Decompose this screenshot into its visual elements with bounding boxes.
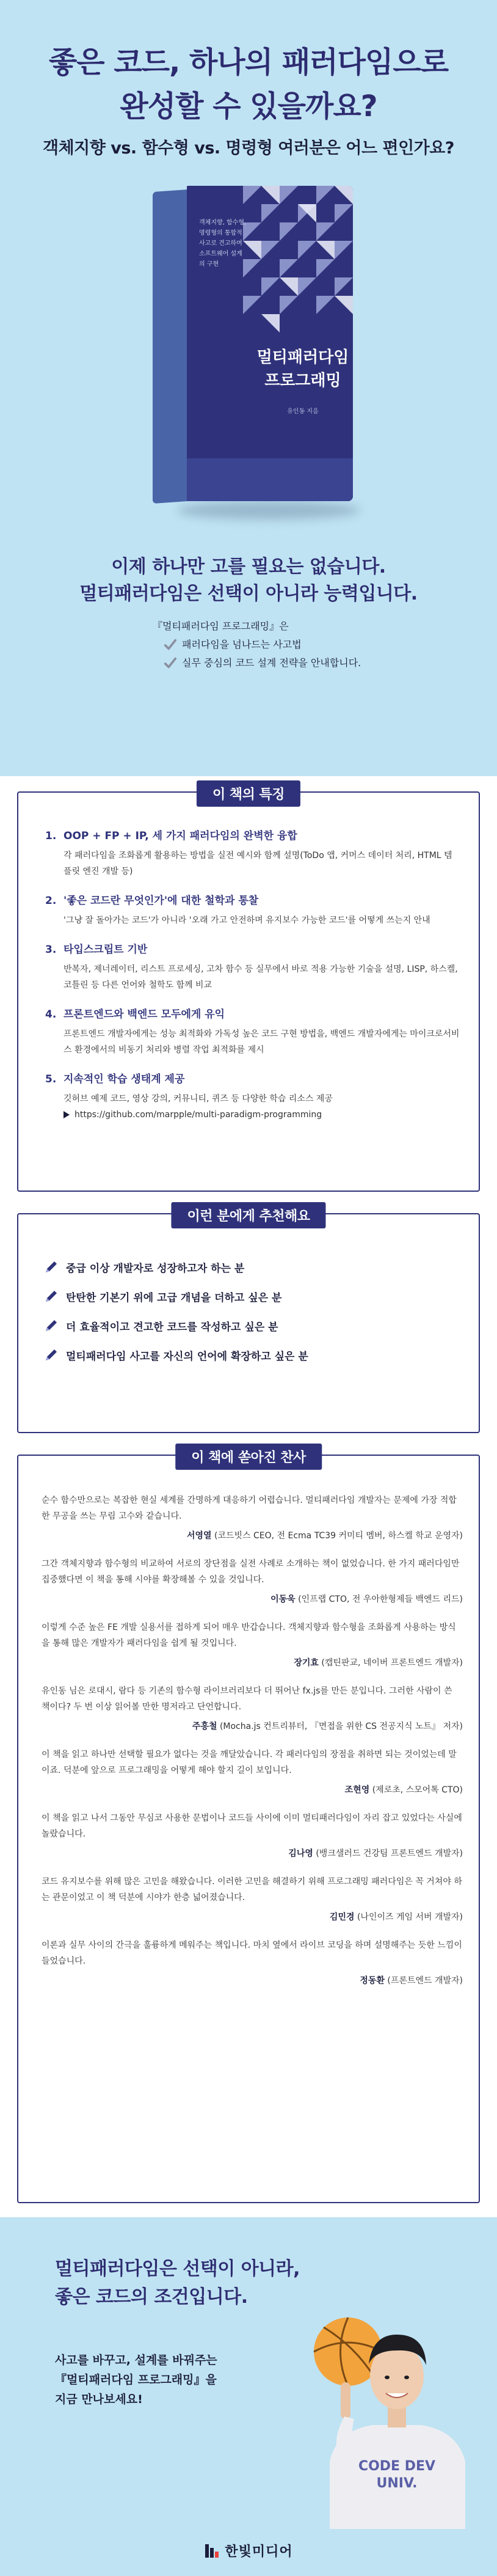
praise-author-name: 김민경 [329, 1912, 355, 1922]
footer-headline [55, 2255, 336, 2311]
book-bottom-band [187, 458, 353, 501]
hero-headline-line-1: 좋은 코드, 하나의 패러다임으로 [48, 45, 449, 79]
recommend-item [44, 1282, 447, 1311]
praise-author [42, 1528, 463, 1544]
praise-item [42, 1874, 463, 1925]
check-icon [164, 656, 177, 670]
feature-body: 각 패러다임을 조화롭게 활용하는 방법을 실전 예시와 함께 설명(ToDo 앱, 커머스 데이터 처리, HTML 템플릿 엔진 개발 등) [63, 851, 452, 876]
recommend-label: 이런 분에게 추천해요 [171, 1202, 325, 1228]
praise-author-role: (캡틴판교, 네이버 프론트엔드 개발자) [321, 1658, 463, 1668]
book-front-cover [187, 186, 353, 501]
recommend-text: 더 효율적이고 견고한 코드를 작성하고 싶은 분 [66, 1321, 278, 1334]
praise-author-name: 주홍철 [192, 1722, 217, 1731]
pencil-icon [44, 1289, 59, 1304]
recommend-list [44, 1252, 447, 1370]
hero-check-text: 패러다임을 넘나드는 사고법 [182, 639, 302, 650]
praise-item [42, 1810, 463, 1862]
feature-body: 반복자, 제너레이터, 리스트 프로세싱, 고차 함수 등 실무에서 바로 적용 가능한 기술을 설명, LISP, 하스켈, 코틀린 등 다른 언어와 철학도 함께 비교 [63, 964, 458, 990]
hero-check-item [164, 654, 397, 672]
feature-item [45, 1007, 460, 1058]
footer-cta [55, 2350, 287, 2409]
features-section [17, 787, 480, 1192]
feature-title: OOP + FP + IP, 세 가지 패러다임의 완벽한 융합 [63, 830, 297, 842]
github-link-row [63, 1107, 460, 1123]
praise-item [42, 1683, 463, 1734]
praise-item [42, 1492, 463, 1544]
praise-author [42, 1719, 463, 1734]
praise-text: 그간 객체지향과 함수형의 비교하여 서로의 장단점을 실전 사례로 소개하는 책이 없었습니다. 한 가지 패러다임만 집중했다면 이 책을 통해 시야를 확장해볼 수 있을 것입니다. [42, 1559, 460, 1585]
hanbit-logo-icon [204, 2543, 220, 2559]
book-cover [153, 183, 354, 519]
recommend-text: 멀티패러다임 사고를 자신의 언어에 확장하고 싶은 분 [66, 1350, 308, 1363]
praise-text: 유인동 님은 로대시, 람다 등 기존의 함수형 라이브러리보다 더 뛰어난 fx.js를 만든 분입니다. 그러한 사람이 쓴 책이다? 두 번 이상 읽어볼 만한 명저라고 단언합니다. [42, 1686, 452, 1712]
hero-intro-text: 『멀티패러다임 프로그래밍』은 [153, 620, 289, 632]
book-title [254, 346, 352, 392]
hero-intro [153, 617, 397, 672]
hero-headline-line-2: 완성할 수 있을까요? [120, 89, 377, 123]
praise-author-name: 정동환 [360, 1976, 385, 1986]
book-tagline: 객체지향, 함수형, 명령형의 통합적 사고로 견고하며 소프트웨어 설계의 구현 [199, 219, 247, 268]
footer-cta-line: 『멀티패러다임 프로그래밍』을 [55, 2373, 217, 2387]
praise-text: 순수 함수만으로는 복잡한 현실 세계를 간명하게 대응하기 어렵습니다. 멀티패러다임 개발자는 문제에 가장 적합한 무공을 쓰는 무림 고수와 같습니다. [42, 1495, 457, 1521]
hero-claim-line-2: 멀티패러다임은 선택이 아니라 능력입니다. [79, 583, 418, 604]
pencil-icon [44, 1318, 59, 1333]
praise-author [42, 1909, 463, 1925]
praise-item [42, 1747, 463, 1798]
book-spine [153, 189, 188, 504]
praise-author [42, 1846, 463, 1862]
book-pattern-icon [243, 186, 353, 332]
feature-number: 2. [45, 895, 57, 907]
praise-text: 이론과 실무 사이의 간극을 훌륭하게 메워주는 책입니다. 마치 옆에서 라이브 코딩을 하며 설명해주는 듯한 느낌이 들었습니다. [42, 1940, 462, 1966]
feature-title: 지속적인 학습 생태계 제공 [63, 1073, 185, 1085]
feature-body: '그냥 잘 돌아가는 코드'가 아니라 '오래 가고 안전하며 유지보수 가능한 코드'를 어떻게 쓰는지 안내 [63, 916, 430, 925]
praise-author-role: (나인이즈 게임 서버 개발자) [357, 1912, 463, 1922]
recommend-text: 탄탄한 기본기 위에 고급 개념을 더하고 싶은 분 [66, 1291, 282, 1304]
recommend-section [17, 1209, 480, 1433]
praise-author-name: 이동욱 [270, 1594, 296, 1604]
footer-headline-line-1: 멀티패러다임은 선택이 아니라, [55, 2258, 300, 2280]
praise-item [42, 1937, 463, 1989]
pencil-icon [44, 1348, 59, 1362]
hero-claim [0, 554, 497, 607]
feature-number: 4. [45, 1008, 57, 1021]
publisher-logo [0, 2541, 497, 2560]
praise-author [42, 1655, 463, 1671]
hero-section [0, 0, 497, 776]
praise-author-role: (뱅크샐러드 건강팀 프론트엔드 개발자) [316, 1849, 463, 1859]
praise-item [42, 1620, 463, 1671]
recommend-item [44, 1252, 447, 1282]
praise-author-role: (코드빗스 CEO, 전 Ecma TC39 커미티 멤버, 하스켈 학교 운영자) [214, 1531, 463, 1541]
footer-cta-line: 지금 만나보세요! [55, 2393, 143, 2406]
praise-author-name: 장기효 [294, 1658, 319, 1668]
praise-author [42, 1782, 463, 1798]
book-shadow [177, 501, 360, 519]
footer-cta-line: 사고를 바꾸고, 설계를 바꿔주는 [55, 2354, 217, 2367]
book-author: 유인동 지음 [287, 408, 319, 415]
praise-author-name: 조현영 [344, 1785, 370, 1795]
feature-number: 5. [45, 1073, 57, 1085]
triangle-arrow-icon [63, 1111, 70, 1118]
hero-claim-line-1: 이제 하나만 고를 필요는 없습니다. [111, 556, 386, 578]
praise-text: 이 책을 읽고 하나만 선택할 필요가 없다는 것을 깨달았습니다. 각 패러다임의 장점을 취하면 되는 것이었는데 말이죠. 덕분에 앞으로 프로그래밍을 어떻게 해야 할지 길이 보입니다. [42, 1750, 457, 1775]
praise-author-role: (제로초, 스모어톡 CTO) [372, 1785, 463, 1795]
feature-title: 프론트엔드와 백엔드 모두에게 유익 [63, 1008, 225, 1021]
hero-check-item [164, 636, 397, 654]
feature-number: 1. [45, 830, 57, 842]
praise-section [17, 1450, 480, 2203]
book-title-line-2: 프로그래밍 [264, 372, 341, 390]
praise-list [42, 1492, 463, 2001]
check-icon [164, 638, 177, 651]
feature-item [45, 828, 460, 879]
footer-section [0, 2217, 497, 2576]
praise-author-role: (Mocha.js 컨트리뷰터, 『면접을 위한 CS 전공지식 노트』 저자) [219, 1722, 463, 1731]
pencil-icon [44, 1260, 59, 1274]
features-list [45, 828, 460, 1136]
praise-author [42, 1591, 463, 1607]
praise-text: 코드 유지보수를 위해 많은 고민을 해왔습니다. 이러한 고민을 해결하기 위해 프로그래밍 패러다임은 꼭 거쳐야 하는 관문이었고 이 책 덕분에 시야가 한층 넓어졌습니다. [42, 1877, 462, 1903]
feature-item [45, 893, 460, 928]
feature-title: 타입스크립트 기반 [63, 944, 148, 956]
publisher-name: 한빛미디어 [225, 2544, 293, 2559]
feature-item [45, 942, 460, 993]
hero-headline [0, 40, 497, 128]
praise-text: 이 책을 읽고 나서 그동안 무심코 사용한 문법이나 코드들 사이에 이미 멀티패러다임이 자리 잡고 있었다는 사실에 놀랐습니다. [42, 1813, 462, 1839]
author-with-ball-illustration [305, 2297, 470, 2529]
shirt-text-line-1: CODE DEV [358, 2459, 436, 2474]
praise-author [42, 1973, 463, 1989]
shirt-text-line-2: UNIV. [376, 2476, 418, 2491]
praise-text: 이렇게 수준 높은 FE 개발 실용서를 접하게 되어 매우 반갑습니다. 객체지향과 함수형을 조화롭게 사용하는 방식을 통해 많은 개발자가 패러다임을 쉽게 될 것입니다. [42, 1623, 456, 1648]
praise-item [42, 1556, 463, 1607]
book-title-line-1: 멀티패러다임 [256, 348, 349, 367]
github-link[interactable]: https://github.com/marpple/multi-paradigm-programming [74, 1110, 322, 1120]
feature-title: '좋은 코드란 무엇인가'에 대한 철학과 통찰 [63, 895, 259, 907]
praise-author-role: (프론트엔드 개발자) [387, 1976, 463, 1986]
feature-body: 프론트엔드 개발자에게는 성능 최적화와 가독성 높은 코드 구현 방법을, 백엔드 개발자에게는 마이크로서비스 환경에서의 비동기 처리와 병렬 작업 최적화를 제시 [63, 1029, 460, 1055]
praise-author-role: (인프랩 CTO, 전 우아한형제들 백엔드 리드) [298, 1594, 463, 1604]
footer-headline-line-2: 좋은 코드의 조건입니다. [55, 2286, 248, 2308]
hero-subheadline: 객체지향 vs. 함수형 vs. 명령형 여러분은 어느 편인가요? [43, 139, 454, 158]
recommend-item [44, 1311, 447, 1340]
recommend-text: 중급 이상 개발자로 성장하고자 하는 분 [66, 1262, 245, 1275]
feature-item [45, 1071, 460, 1123]
feature-body: 깃허브 예제 코드, 영상 강의, 커뮤니티, 퀴즈 등 다양한 학습 리소스 제공 [63, 1094, 333, 1104]
praise-author-name: 서영열 [186, 1531, 212, 1541]
hero-check-text: 실무 중심의 코드 설계 전략을 안내합니다. [182, 657, 361, 669]
praise-author-name: 김나영 [288, 1849, 313, 1859]
praise-label: 이 책에 쏟아진 찬사 [175, 1444, 322, 1470]
feature-number: 3. [45, 944, 57, 956]
recommend-item [44, 1340, 447, 1370]
features-label: 이 책의 특징 [197, 780, 300, 807]
